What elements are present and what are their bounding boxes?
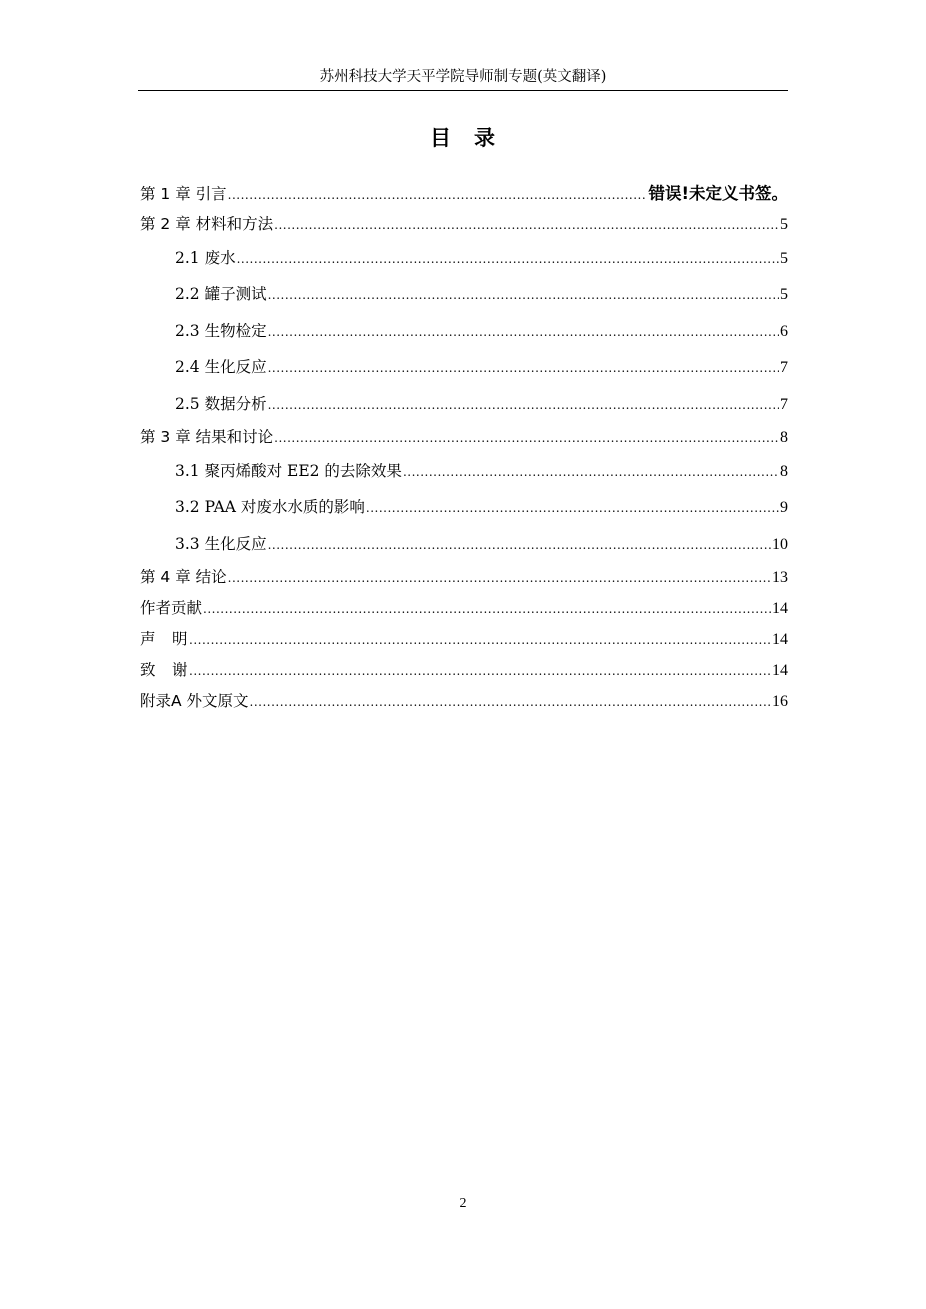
toc-entry-author-contributions[interactable]: [140, 593, 788, 624]
toc-entry-page: 8: [780, 428, 788, 446]
toc-entry-label: 声 明: [140, 630, 189, 649]
toc-entry-label: 3.3 生化反应: [175, 534, 267, 553]
toc-entry-chapter-2[interactable]: [140, 209, 788, 240]
toc-leader-dots: [250, 687, 771, 718]
toc-entry-chapter-4[interactable]: [140, 562, 788, 593]
toc-entry-page: 5: [780, 216, 788, 233]
toc-entry-label: 第 1 章 引言: [140, 185, 227, 203]
toc-leader-dots: [268, 314, 779, 350]
toc-entry-page: 5: [780, 250, 788, 267]
toc-entry-page: 16: [772, 693, 788, 711]
table-of-contents: [140, 178, 788, 717]
toc-leader-dots: [268, 527, 771, 563]
toc-entry-label: 3.1 聚丙烯酸对 EE2 的去除效果: [175, 461, 402, 480]
toc-leader-dots: [274, 423, 779, 454]
toc-entry-label: 2.2 罐子测试: [175, 285, 267, 304]
toc-entry-chapter-3[interactable]: [140, 422, 788, 453]
toc-entry-page: 10: [772, 535, 788, 553]
toc-entry-page: 7: [780, 359, 788, 377]
toc-entry-section-3-2[interactable]: [140, 489, 788, 525]
toc-entry-page: 7: [780, 395, 788, 413]
toc-leader-dots: [268, 350, 779, 386]
toc-entry-page: 14: [772, 600, 788, 618]
toc-entry-appendix-a[interactable]: [140, 686, 788, 717]
toc-entry-label: 第 2 章 材料和方法: [140, 215, 274, 233]
page-header: [138, 66, 788, 91]
toc-entry-label: 3.2 PAA 对废水水质的影响: [175, 498, 365, 517]
toc-entry-label: 第 3 章 结果和讨论: [140, 427, 274, 446]
toc-entry-section-2-2[interactable]: [140, 276, 788, 312]
toc-entry-label: 附录A 外文原文: [140, 692, 249, 711]
toc-entry-page-error: 错误!未定义书签。: [648, 184, 788, 203]
toc-entry-section-2-4[interactable]: [140, 349, 788, 385]
toc-entry-label: 2.4 生化反应: [175, 358, 267, 377]
toc-entry-page: 14: [772, 631, 788, 649]
toc-entry-section-3-3[interactable]: [140, 526, 788, 562]
toc-entry-page: 6: [780, 322, 788, 340]
toc-title: 目 录: [430, 126, 496, 150]
toc-entry-section-2-3[interactable]: [140, 313, 788, 349]
toc-entry-section-2-5[interactable]: [140, 386, 788, 422]
toc-entry-page: 14: [772, 662, 788, 680]
toc-leader-dots: [366, 490, 779, 526]
toc-entry-page: 13: [772, 569, 788, 587]
header-title: 苏州科技大学天平学院导师制专题(英文翻译): [319, 69, 607, 85]
toc-entry-label: 2.3 生物检定: [175, 321, 267, 340]
page-number: 2: [459, 1196, 467, 1211]
toc-leader-dots: [237, 241, 779, 277]
toc-leader-dots: [228, 180, 648, 211]
toc-entry-acknowledgements[interactable]: [140, 655, 788, 686]
toc-leader-dots: [189, 656, 771, 687]
toc-entry-label: 第 4 章 结论: [140, 568, 227, 587]
toc-leader-dots: [203, 594, 771, 625]
toc-entry-label: 2.1 废水: [175, 249, 236, 267]
toc-leader-dots: [268, 277, 779, 313]
toc-leader-dots: [274, 210, 779, 241]
toc-entry-page: 8: [780, 462, 788, 480]
toc-leader-dots: [228, 563, 771, 594]
toc-entry-section-3-1[interactable]: [140, 453, 788, 489]
toc-entry-declaration[interactable]: [140, 624, 788, 655]
toc-entry-page: 9: [780, 499, 788, 517]
toc-entry-section-2-1[interactable]: [140, 240, 788, 276]
toc-leader-dots: [268, 387, 779, 423]
toc-entry-label: 作者贡献: [140, 599, 203, 618]
toc-entry-chapter-1[interactable]: [140, 178, 788, 209]
toc-leader-dots: [189, 625, 771, 656]
toc-entry-page: 5: [780, 286, 788, 304]
toc-leader-dots: [403, 454, 779, 490]
toc-entry-label: 致 谢: [140, 661, 189, 680]
toc-entry-label: 2.5 数据分析: [175, 394, 267, 413]
